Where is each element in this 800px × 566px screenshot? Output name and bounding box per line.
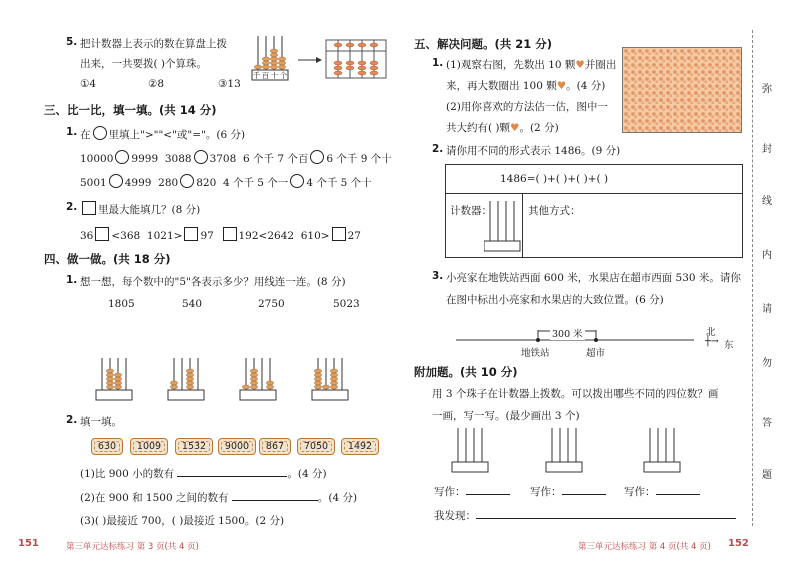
s5-q2-text: 请你用不同的形式表示 1486。(9 分) xyxy=(446,145,621,157)
write-as-2: 写作： xyxy=(530,484,606,499)
number-card: 1492 xyxy=(341,438,379,455)
compass-icon: ┼→ xyxy=(705,336,719,347)
number-card: 1532 xyxy=(175,438,213,455)
extra-text-2: 一画，写一写。(最少画出 3 个) xyxy=(432,410,580,422)
s5-q3-text-1: 小亮家在地铁站西面 600 米，水果店在超市西面 530 米。请你 xyxy=(446,272,741,284)
seal-char: 勿 xyxy=(762,358,772,369)
blank-square[interactable] xyxy=(332,227,346,241)
number-card: 9000 xyxy=(218,438,256,455)
counter-label: 计数器： xyxy=(450,205,492,217)
left-page-number: 151 xyxy=(18,538,39,549)
q5-number: 5. xyxy=(66,36,78,48)
s3-q2-row: 36 <368 1021> 97 192<2642 610> 27 xyxy=(80,227,361,242)
s4-number-1: 1805 xyxy=(108,298,135,310)
left-footer-text: 第三单元达标练习 第 3 页(共 4 页) xyxy=(66,542,199,552)
s3-q1-row-2: 5001 4999 280 820 4 个千 5 个一 4 个千 5 个十 xyxy=(80,174,372,190)
seal-char: 弥 xyxy=(762,84,772,95)
blank-square[interactable] xyxy=(223,227,237,241)
label-ge: 个 xyxy=(279,71,288,80)
seal-char: 封 xyxy=(762,144,772,155)
s4-q2-line-3: (3)( )最接近 700，( )最接近 1500。(2 分) xyxy=(80,515,285,527)
write-as-3: 写作： xyxy=(624,484,700,499)
s5-q1-line-3: (2)用你喜欢的方法估一估，图中一 xyxy=(446,101,608,113)
blank-square[interactable] xyxy=(82,201,96,215)
s5-q1-line-1: (1)观察右图，先数出 10 颗♥并圈出 xyxy=(446,59,617,71)
extra-text-1: 用 3 个珠子在计数器上拨数。可以拨出哪些不同的四位数？画 xyxy=(432,388,719,400)
distance-label: 300 米 xyxy=(550,326,585,340)
s5-q2-eq-row xyxy=(446,165,742,194)
blank-circle[interactable] xyxy=(109,174,123,188)
right-page-number: 152 xyxy=(728,538,749,549)
s5-q2-box xyxy=(445,164,743,258)
s5-q1-line-4: 共大约有( )颗♥。(2 分) xyxy=(446,122,559,134)
extra-counters xyxy=(448,426,708,474)
s4-q2-number: 2. xyxy=(66,414,78,426)
answer-line[interactable] xyxy=(232,490,318,501)
extra-title: 附加题。(共 10 分) xyxy=(414,365,518,379)
blank-circle[interactable] xyxy=(290,174,304,188)
label-shi: 十 xyxy=(270,71,279,80)
seal-line xyxy=(752,30,753,526)
east-label: 东 xyxy=(724,340,734,351)
s3-q1-row-1: 10000 9999 3088 3708 6 个千 7 个百 6 个千 9 个十 xyxy=(80,150,392,166)
i-found-label: 我发现： xyxy=(434,508,736,523)
seal-char: 题 xyxy=(762,470,772,481)
north-label: 北 xyxy=(706,327,716,338)
answer-line[interactable] xyxy=(476,508,736,519)
seal-char: 线 xyxy=(762,196,772,207)
blank-circle[interactable] xyxy=(180,174,194,188)
q5-option-c: ③13 xyxy=(218,78,241,90)
subway-station-label: 地铁站 xyxy=(521,348,550,359)
section-4-title: 四、做一做。(共 18 分) xyxy=(44,252,171,266)
s5-q2-counter xyxy=(484,199,524,255)
s4-number-4: 5023 xyxy=(333,298,360,310)
equation: 1486=( )+( )+( )+( ) xyxy=(500,173,609,185)
beans-image xyxy=(622,47,742,133)
q5-option-a: ①4 xyxy=(80,78,97,90)
answer-line[interactable] xyxy=(562,484,606,495)
q5-option-b: ②8 xyxy=(148,78,165,90)
s4-q1-text: 想一想，每个数中的"5"各表示多少？用线连一连。(8 分) xyxy=(80,276,346,288)
blank-circle[interactable] xyxy=(115,150,129,164)
s4-q1-number: 1. xyxy=(66,274,78,286)
section-5-title: 五、解决问题。(共 21 分) xyxy=(414,37,553,51)
s4-q2-text: 填一填。 xyxy=(80,416,122,428)
s3-q2-text: 里最大能填几？(8 分) xyxy=(80,201,200,217)
blank-circle[interactable] xyxy=(310,150,324,164)
section-3-title: 三、比一比，填一填。(共 14 分) xyxy=(44,103,217,117)
s4-q2-line-2: (2)在 900 和 1500 之间的数有 。(4 分) xyxy=(80,492,358,504)
blank-circle[interactable] xyxy=(93,126,107,140)
supermarket-label: 超市 xyxy=(586,348,606,359)
s3-q2-number: 2. xyxy=(66,201,78,213)
blank-circle[interactable] xyxy=(194,150,208,164)
s5-q3-number: 3. xyxy=(432,270,444,282)
s5-q2-number: 2. xyxy=(432,143,444,155)
number-card: 630 xyxy=(91,438,123,455)
answer-line[interactable] xyxy=(656,484,700,495)
s4-number-3: 2750 xyxy=(258,298,285,310)
s4-counters xyxy=(92,356,362,406)
seal-char: 内 xyxy=(762,250,772,261)
heart-icon: ♥ xyxy=(575,59,585,71)
s5-q1-number: 1. xyxy=(432,57,444,69)
q5-counter-labels xyxy=(252,70,288,81)
s5-q1-line-2: 来，再大数圈出 100 颗♥。(4 分) xyxy=(446,80,606,92)
q5-text-1: 把计数器上表示的数在算盘上拨 xyxy=(80,38,227,50)
number-card: 1009 xyxy=(130,438,168,455)
s3-q1-number: 1. xyxy=(66,126,78,138)
blank-square[interactable] xyxy=(95,227,109,241)
right-footer-text: 第三单元达标练习 第 4 页(共 4 页) xyxy=(578,542,711,552)
s3-q1-text: 在 里填上">""<"或"="。(6 分) xyxy=(80,126,245,142)
s4-number-2: 540 xyxy=(182,298,203,310)
label-bai: 百 xyxy=(261,71,270,80)
blank-square[interactable] xyxy=(184,227,198,241)
s5-q3-text-2: 在图中标出小亮家和水果店的大致位置。(6 分) xyxy=(446,294,664,306)
answer-line[interactable] xyxy=(466,484,510,495)
seal-char: 答 xyxy=(762,418,772,429)
answer-line[interactable] xyxy=(177,466,287,477)
q5-text-2: 出来，一共要拨( )个算珠。 xyxy=(80,58,208,70)
heart-icon: ♥ xyxy=(556,80,567,92)
s4-q2-line-1: (1)比 900 小的数有 。(4 分) xyxy=(80,468,327,480)
label-qian: 千 xyxy=(252,71,261,80)
other-method-label: 其他方式： xyxy=(528,205,581,217)
number-card: 7050 xyxy=(297,438,335,455)
number-card: 867 xyxy=(259,438,291,455)
write-as-1: 写作： xyxy=(434,484,510,499)
heart-icon: ♥ xyxy=(510,122,520,134)
seal-char: 请 xyxy=(762,304,772,315)
